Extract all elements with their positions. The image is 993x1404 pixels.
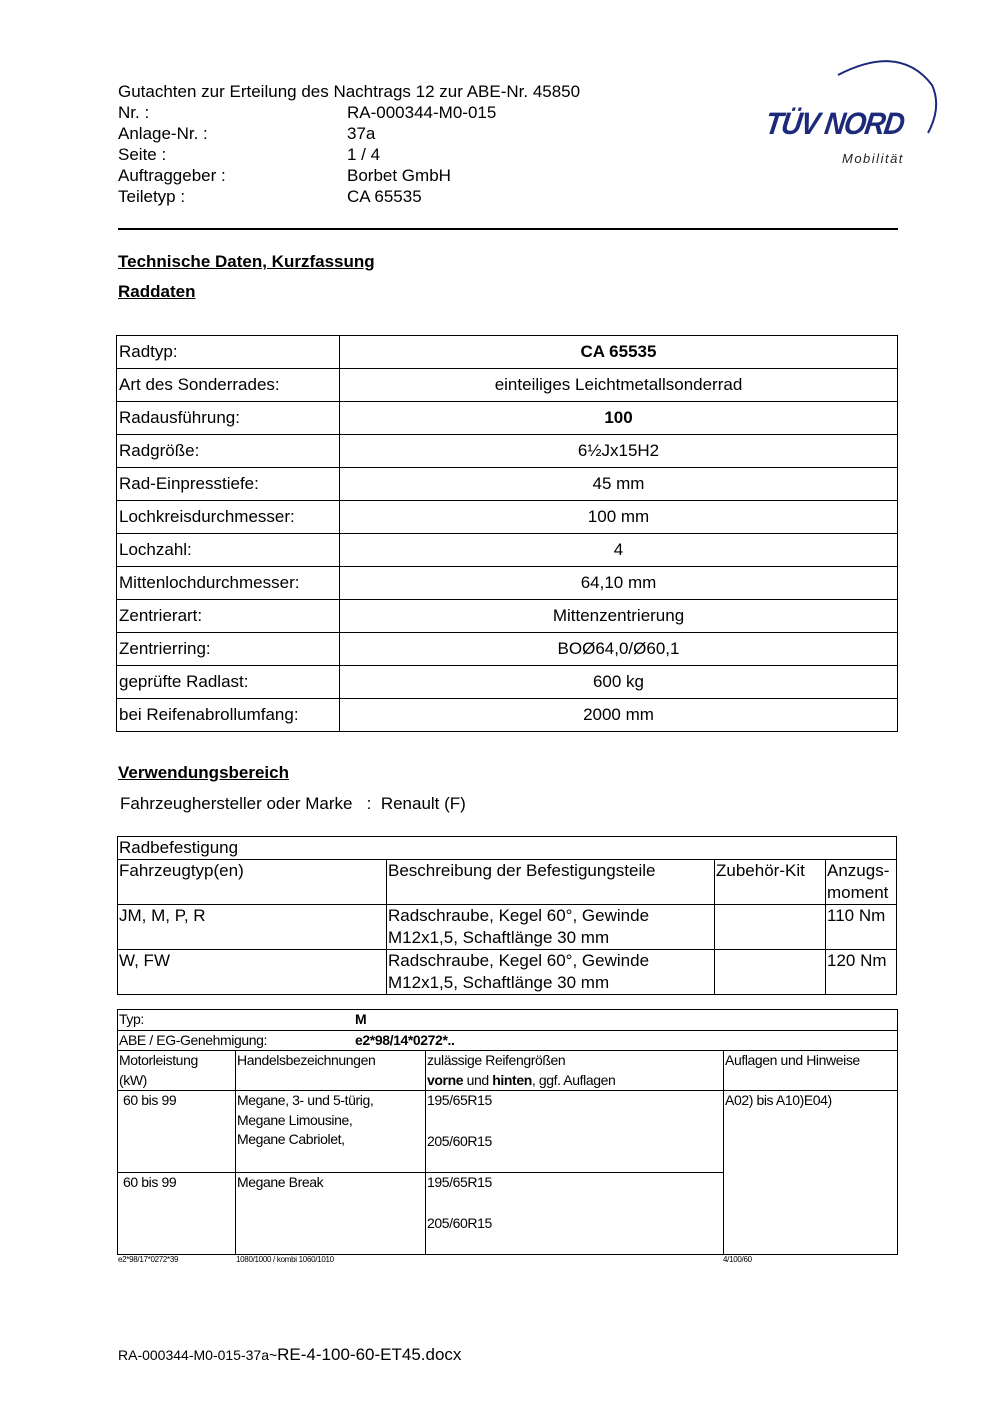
table-cell-value: 4: [340, 534, 898, 567]
field-value-seite: 1 / 4: [347, 145, 381, 164]
table-cell-key: Rad-Einpresstiefe:: [117, 468, 340, 501]
header-vorne: vorne: [427, 1071, 464, 1088]
field-value-anlage: 37a: [347, 124, 376, 143]
table-cell: [426, 1091, 724, 1173]
table-title-cell: Radbefestigung: [118, 837, 897, 860]
tyre-size: 205/60R15: [427, 1132, 492, 1149]
footer-filename-part2: RE-4-100-60-ET45.docx: [277, 1345, 462, 1364]
company-logo-subtitle: Mobilität: [842, 151, 904, 166]
table-cell-value: 6½Jx15H2: [340, 435, 898, 468]
desc-line: M12x1,5, Schaftlänge 30 mm: [388, 973, 610, 992]
table-cell-value: 64,10 mm: [340, 567, 898, 600]
column-header: [118, 1051, 236, 1091]
header-hinten: hinten: [492, 1071, 532, 1088]
table-footnote: 4/100/60: [723, 1255, 752, 1264]
tyre-size: 205/60R15: [427, 1214, 492, 1231]
section-heading-raddaten: Raddaten: [118, 282, 196, 301]
table-cell-key: Mittenlochdurchmesser:: [117, 567, 340, 600]
table-cell: [715, 950, 826, 995]
table-cell-key: bei Reifenabrollumfang:: [117, 699, 340, 732]
table-row: [117, 369, 898, 402]
column-header-line: (kW): [119, 1071, 147, 1088]
usage-separator: :: [366, 794, 372, 813]
column-header: Zubehör-Kit: [715, 860, 826, 905]
table-cell: 60 bis 99: [118, 1091, 236, 1173]
column-header: Fahrzeugtyp(en): [118, 860, 387, 905]
table-row: [118, 905, 897, 950]
table-row: [117, 468, 898, 501]
tyre-size: 195/65R15: [427, 1174, 492, 1190]
field-label-seite: Seite :: [118, 145, 167, 164]
table-cell: [236, 1173, 426, 1255]
table-row: [117, 435, 898, 468]
table-cell: [236, 1091, 426, 1173]
table-cell-value: einteiliges Leichtmetallsonderrad: [340, 369, 898, 402]
table-cell: [426, 1173, 724, 1255]
table-cell: 120 Nm: [826, 950, 897, 995]
table-cell-key: Zentrierart:: [117, 600, 340, 633]
section-heading-verwendungsbereich: Verwendungsbereich: [118, 763, 289, 782]
table-cell-key: Radgröße:: [117, 435, 340, 468]
table-cell-key: Lochkreisdurchmesser:: [117, 501, 340, 534]
typ-label: Typ:: [119, 1011, 144, 1027]
document-title: Gutachten zur Erteilung des Nachtrags 12 zur ABE-Nr. 45850: [118, 82, 581, 101]
page-footer: [118, 1345, 461, 1365]
desc-line: Radschraube, Kegel 60°, Gewinde: [388, 906, 650, 925]
desc-line: M12x1,5, Schaftlänge 30 mm: [388, 928, 610, 947]
header-divider: [118, 228, 898, 230]
column-header: Handelsbezeichnungen: [236, 1051, 426, 1091]
field-label-auftraggeber: Auftraggeber :: [118, 166, 226, 185]
table-cell: A02) bis A10)E04): [724, 1091, 898, 1255]
column-header: Auflagen und Hinweise: [724, 1051, 898, 1091]
abe-label: ABE / EG-Genehmigung:: [119, 1031, 268, 1048]
table-row: [118, 950, 897, 995]
table-cell-key: Art des Sonderrades:: [117, 369, 340, 402]
field-label-nr: Nr. :: [118, 103, 150, 122]
table-cell: [387, 950, 715, 995]
table-row: [118, 1010, 898, 1031]
typ-value: M: [355, 1011, 367, 1027]
table-cell-value: 600 kg: [340, 666, 898, 699]
befestigung-table: [117, 836, 897, 995]
table-cell-value: BOØ64,0/Ø60,1: [340, 633, 898, 666]
name-line: Megane Limousine,: [237, 1111, 353, 1128]
field-value-auftraggeber: Borbet GmbH: [347, 166, 451, 185]
column-header: Beschreibung der Befestigungsteile: [387, 860, 715, 905]
column-header-line: Motorleistung: [119, 1052, 198, 1068]
column-header: [426, 1051, 724, 1091]
section-heading-technische-daten: Technische Daten, Kurzfassung: [118, 252, 375, 271]
table-row: [117, 402, 898, 435]
column-header-line: [427, 1071, 722, 1091]
abe-value: e2*98/14*0272*..: [355, 1031, 455, 1048]
usage-line: [120, 794, 466, 814]
raddaten-table: [116, 335, 898, 732]
table-cell: [715, 905, 826, 950]
table-cell: W, FW: [118, 950, 387, 995]
table-row: [117, 699, 898, 732]
table-cell-value: 45 mm: [340, 468, 898, 501]
field-label-anlage: Anlage-Nr. :: [118, 124, 208, 143]
typ-table: [117, 1009, 898, 1255]
name-line: Megane Cabriolet,: [237, 1131, 345, 1147]
field-value-nr: RA-000344-M0-015: [347, 103, 497, 122]
header-rest: , ggf. Auflagen: [531, 1071, 616, 1088]
column-header-line: zulässige Reifengrößen: [427, 1052, 566, 1068]
table-cell-key: Zentrierring:: [117, 633, 340, 666]
table-cell: 60 bis 99: [118, 1173, 236, 1255]
table-cell-key: geprüfte Radlast:: [117, 666, 340, 699]
table-row: [118, 1091, 898, 1173]
table-row: [117, 501, 898, 534]
table-cell: [387, 905, 715, 950]
table-cell: JM, M, P, R: [118, 905, 387, 950]
desc-line: Radschraube, Kegel 60°, Gewinde: [388, 951, 650, 970]
usage-value: Renault (F): [380, 794, 466, 813]
tyre-size: 195/65R15: [427, 1092, 492, 1108]
column-header-line: Anzugs-: [827, 861, 890, 880]
field-value-teiletyp: CA 65535: [347, 187, 422, 206]
table-row: [118, 1030, 898, 1051]
table-row: [118, 837, 897, 860]
field-label-teiletyp: Teiletyp :: [118, 187, 186, 206]
table-row: [117, 600, 898, 633]
table-cell: 110 Nm: [826, 905, 897, 950]
header-und: und: [463, 1071, 493, 1088]
table-cell-value: CA 65535: [340, 336, 898, 369]
abe-row: [118, 1030, 898, 1051]
table-cell-value: 2000 mm: [340, 699, 898, 732]
table-footnote: e2*98/17*0272*39: [118, 1255, 179, 1264]
usage-label: Fahrzeughersteller oder Marke: [120, 794, 353, 813]
table-row: [117, 336, 898, 369]
table-cell-value: 100 mm: [340, 501, 898, 534]
table-row: [117, 666, 898, 699]
table-cell-key: Lochzahl:: [117, 534, 340, 567]
typ-row: [118, 1010, 898, 1031]
table-row: [117, 633, 898, 666]
table-header-row: [118, 860, 897, 905]
table-row: [117, 567, 898, 600]
table-cell-key: Radausführung:: [117, 402, 340, 435]
table-cell-key: Radtyp:: [117, 336, 340, 369]
table-footnote: 1080/1000 / kombi 1060/1010: [236, 1255, 334, 1264]
table-cell-value: Mittenzentrierung: [340, 600, 898, 633]
name-line: Megane Break: [237, 1174, 324, 1190]
table-cell-value: 100: [340, 402, 898, 435]
column-header: [826, 860, 897, 905]
name-line: Megane, 3- und 5-türig,: [237, 1092, 374, 1108]
footer-filename-part1: RA-000344-M0-015-37a~: [118, 1347, 278, 1363]
company-logo: TÜV NORD: [763, 106, 906, 141]
table-row: [117, 534, 898, 567]
table-header-row: [118, 1051, 898, 1091]
column-header-line: moment: [827, 883, 889, 902]
